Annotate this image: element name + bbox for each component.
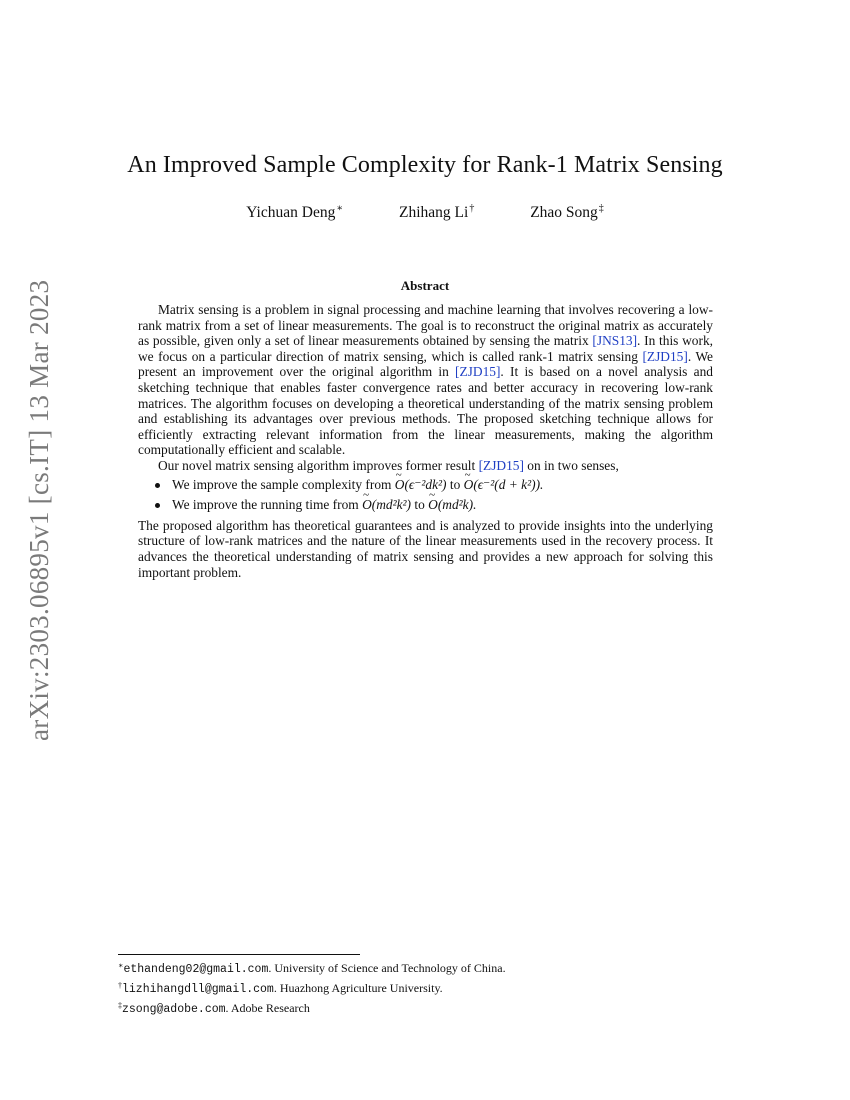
footnote-mark: ‡ xyxy=(118,1001,122,1010)
improvement-list xyxy=(138,477,713,513)
abstract-body xyxy=(138,302,713,580)
author-1 xyxy=(246,203,343,222)
email-link[interactable]: lizhihangdll@gmail.com xyxy=(122,983,274,996)
citation-zjd15[interactable]: [ZJD15] xyxy=(478,457,524,473)
citation-zjd15[interactable]: [ZJD15] xyxy=(642,348,688,364)
author-list xyxy=(0,203,850,222)
author-3-name: Zhao Song xyxy=(530,204,598,221)
arxiv-identifier-stamp: arXiv:2303.06895v1 [cs.IT] 13 Mar 2023 xyxy=(24,279,54,741)
author-1-mark: ∗ xyxy=(336,203,344,214)
paper-title: An Improved Sample Complexity for Rank-1 Matrix Sensing xyxy=(127,152,723,178)
footnote-mark: ∗ xyxy=(118,961,124,970)
abstract-paragraph-3: The proposed algorithm has theoretical guarantees and is analyzed to provide insights into the underlying structure of low-rank matrices and the nature of the linear measurements used in the recovery process. It advances the theoretical understanding of matrix sensing and provides a new approach for solving this important problem. xyxy=(138,517,713,580)
abstract-text: Matrix sensing is a problem in signal processing and machine learning that involves recovering a low-rank matrix from a set of linear measurements. The goal is to reconstruct the original matrix as accurately as possible, given only a set of linear measurements obtained by sensing the matrix xyxy=(138,302,713,349)
list-item-text: to xyxy=(414,497,425,513)
citation-zjd15[interactable]: [ZJD15] xyxy=(455,364,501,380)
footnote-2 xyxy=(118,978,718,998)
abstract-text: . In this work, we focus on a particular direction of matrix sensing, which is called rank-1 matrix sensing xyxy=(138,333,713,364)
abstract-text: . We present an improvement over the original algorithm in xyxy=(138,348,713,380)
complexity-expression: ~ O(ϵ⁻²(d + k²)). xyxy=(464,477,544,493)
email-link[interactable]: ethandeng02@gmail.com xyxy=(123,963,269,976)
list-item xyxy=(138,497,713,513)
affiliation: . Adobe Research xyxy=(225,1001,310,1015)
abstract-text: on in two senses, xyxy=(523,457,619,473)
author-1-name: Yichuan Deng xyxy=(246,204,336,221)
abstract-paragraph-2 xyxy=(138,458,713,474)
email-link[interactable]: zsong@adobe.com xyxy=(122,1003,226,1016)
footnotes xyxy=(118,958,718,1018)
list-item xyxy=(138,477,713,493)
affiliation: . University of Science and Technology of China. xyxy=(268,961,506,975)
author-2 xyxy=(399,203,474,222)
abstract-text: Our novel matrix sensing algorithm improves former result xyxy=(158,457,479,473)
list-item-text: We improve the running time from xyxy=(172,497,359,513)
author-2-name: Zhihang Li xyxy=(399,204,469,221)
abstract-heading: Abstract xyxy=(400,278,450,293)
author-2-mark: † xyxy=(469,203,475,214)
footnote-1 xyxy=(118,958,718,978)
footnote-divider xyxy=(118,954,360,955)
citation-jns13[interactable]: [JNS13] xyxy=(592,333,638,349)
bullet-icon xyxy=(155,483,160,488)
author-3 xyxy=(530,203,604,222)
author-3-mark: ‡ xyxy=(598,203,604,214)
affiliation: . Huazhong Agriculture University. xyxy=(273,981,443,995)
abstract-paragraph-1 xyxy=(138,302,713,458)
bullet-icon xyxy=(155,503,160,508)
list-item-text: to xyxy=(449,476,461,492)
complexity-expression: ~ O(md²k). xyxy=(428,497,476,513)
complexity-expression: ~ O(ϵ⁻²dk²) xyxy=(395,477,447,493)
abstract-text: . It is based on a novel analysis and sketching technique that enables faster convergence rates and better accuracy in recovering low-rank matrices. The algorithm focuses on developing a theoretical understanding of the matrix sensing problem and establishing its advantages over previous methods. The proposed sketching technique allows for efficiently extracting relevant information from the linear measurements, making the algorithm computationally efficient and scalable. xyxy=(138,364,713,458)
footnote-mark: † xyxy=(118,981,122,990)
footnote-3 xyxy=(118,998,718,1018)
complexity-expression: ~ O(md²k²) xyxy=(362,497,411,513)
list-item-text: We improve the sample complexity from xyxy=(172,476,392,492)
